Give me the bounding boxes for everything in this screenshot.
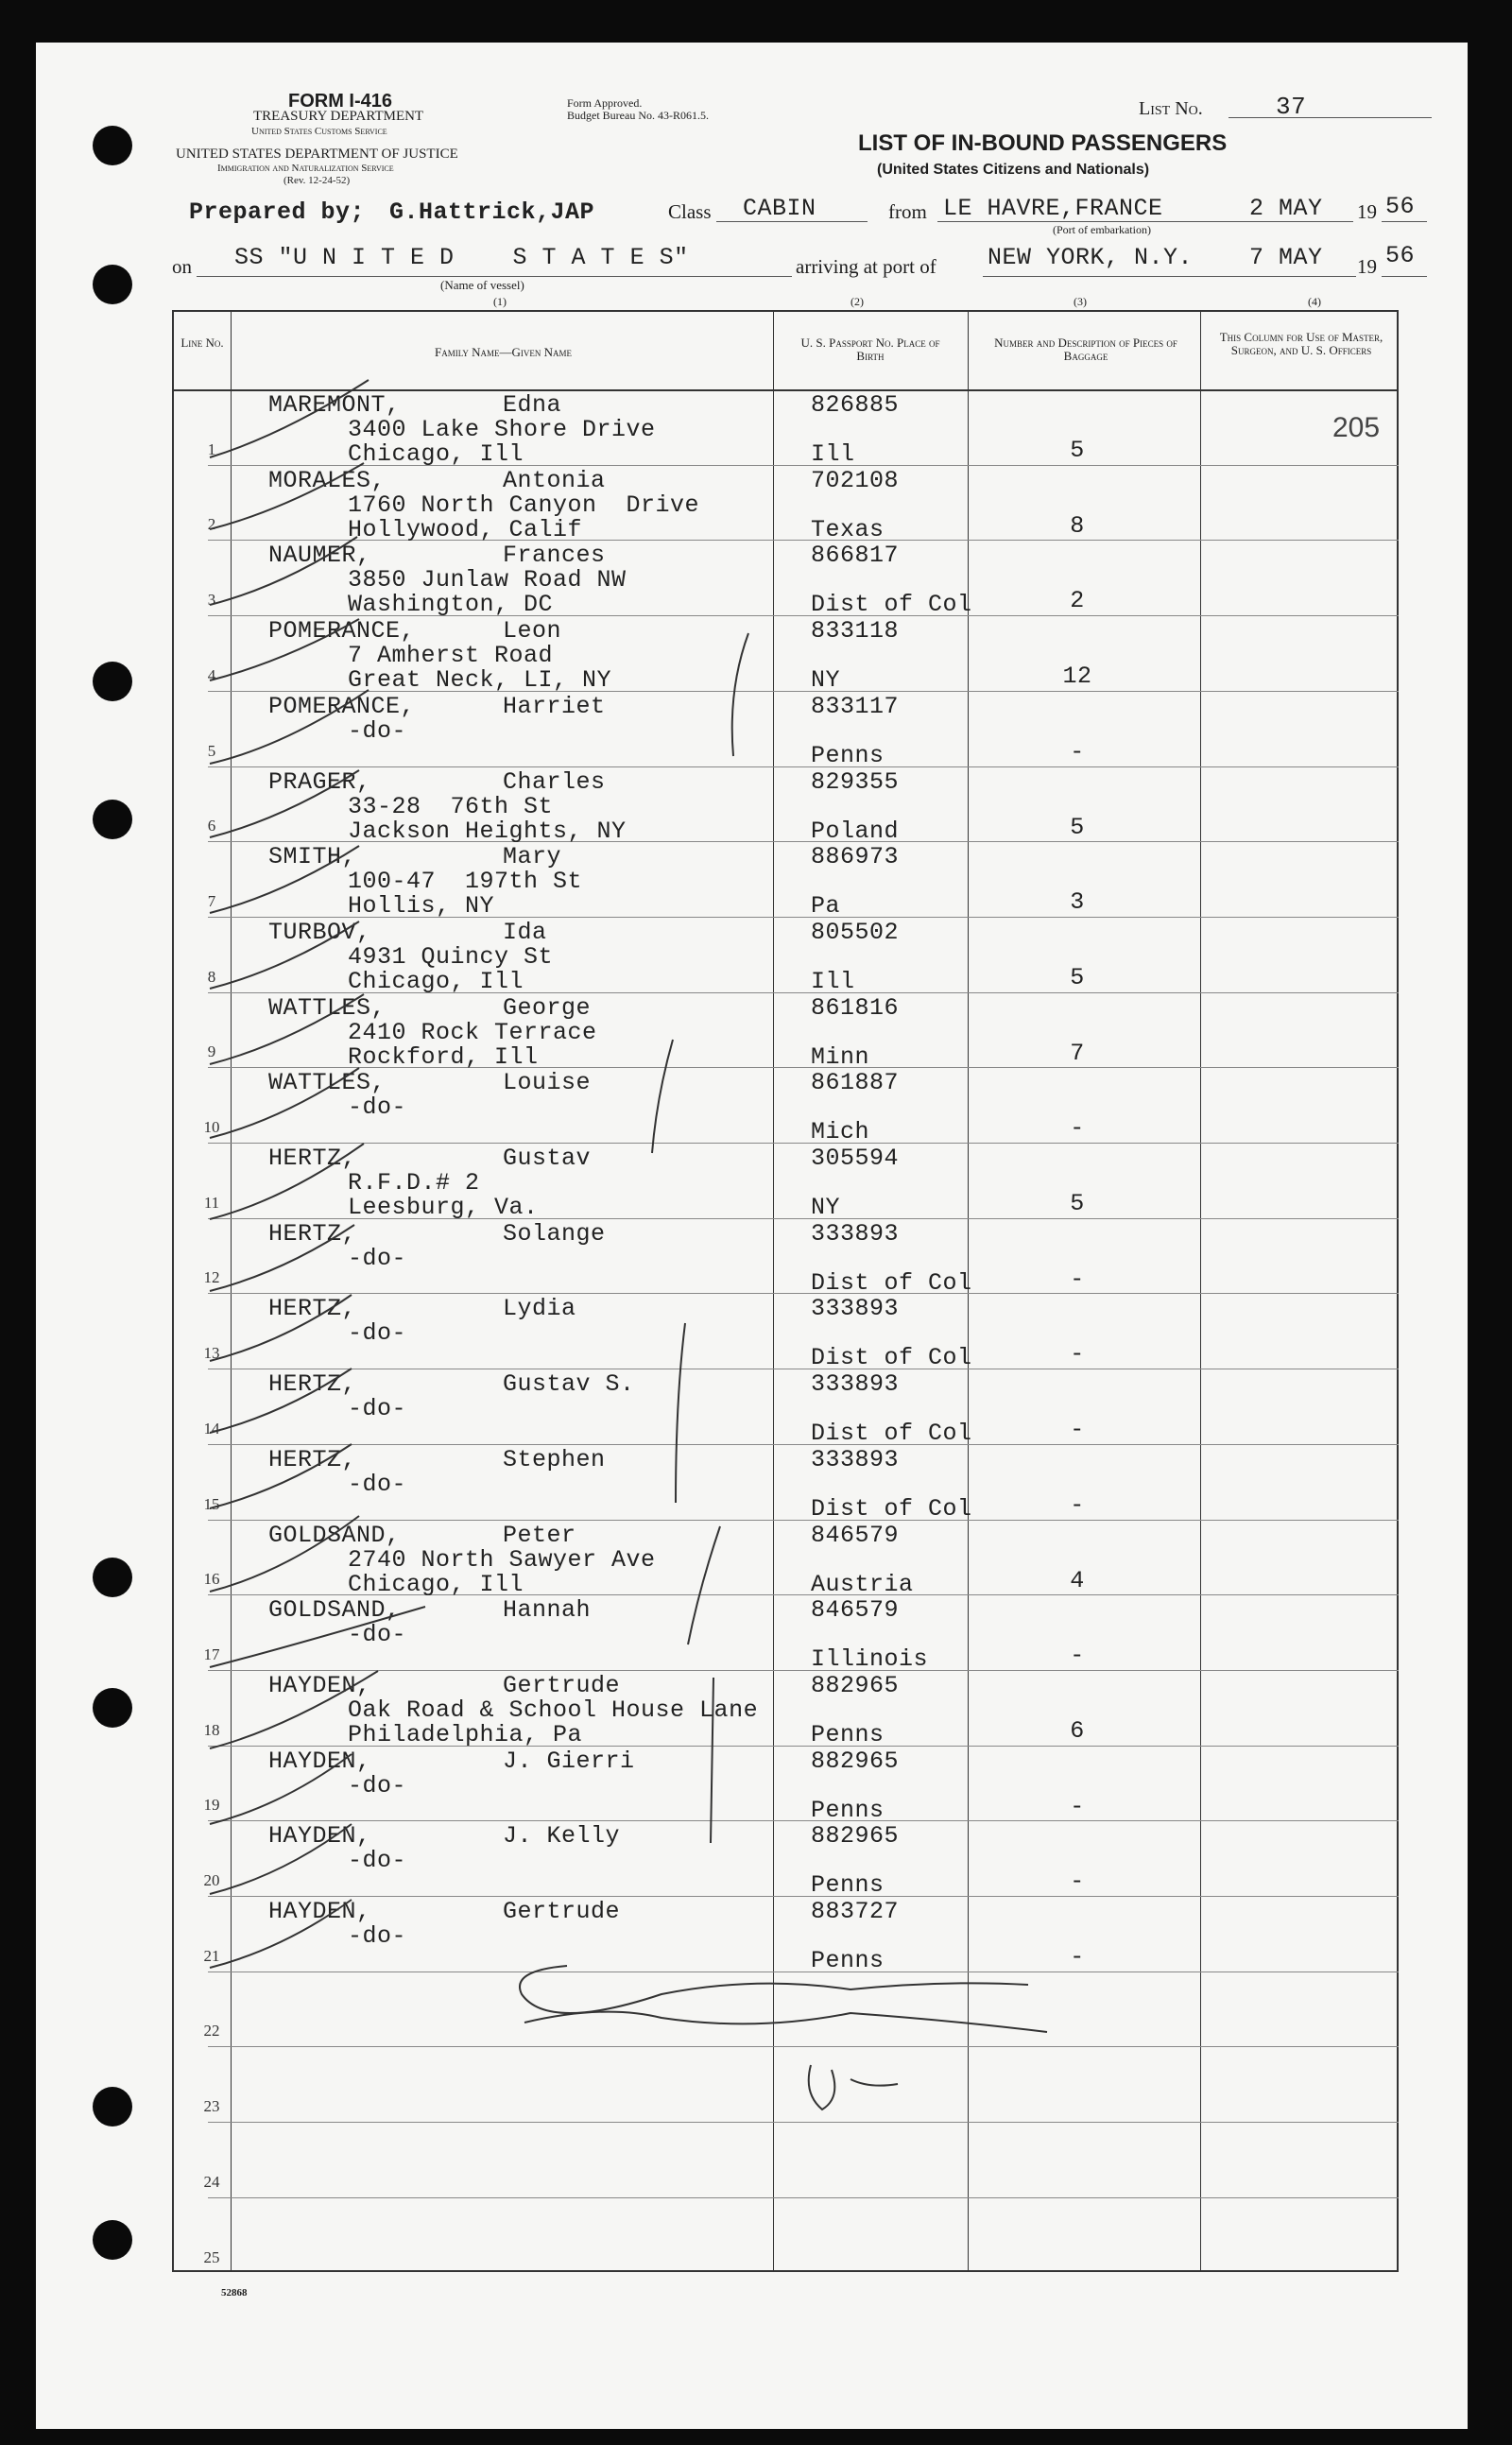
- place-of-birth: Minn: [811, 1042, 870, 1071]
- depart-date: 2 MAY: [1249, 195, 1323, 222]
- passenger-family-name: HERTZ,: [268, 1219, 357, 1248]
- passenger-family-name: MORALES,: [268, 466, 387, 494]
- line-number: 10: [203, 1118, 220, 1136]
- on-label: on: [172, 255, 192, 278]
- vessel-caption: (Name of vessel): [440, 278, 524, 292]
- vessel-name: SS "U N I T E D S T A T E S": [234, 244, 689, 271]
- place-of-birth: Austria: [811, 1570, 914, 1598]
- baggage-count: 5: [1070, 813, 1085, 841]
- passenger-family-name: HAYDEN,: [268, 1822, 371, 1851]
- passenger-address-line1: -do-: [348, 1244, 407, 1272]
- baggage-count: -: [1070, 1792, 1085, 1820]
- line-number: 12: [203, 1268, 220, 1287]
- depart-year: 56: [1385, 193, 1416, 220]
- passenger-address-line1: -do-: [348, 1621, 407, 1649]
- line-number: 4: [207, 665, 216, 684]
- passenger-address-line1: 100-47 197th St: [348, 868, 583, 896]
- passenger-address-line2: Jackson Heights, NY: [348, 817, 627, 845]
- col-num-2: (2): [850, 295, 864, 308]
- place-of-birth: Dist of Col: [811, 1344, 972, 1372]
- baggage-count: -: [1070, 1642, 1085, 1670]
- baggage-count: 6: [1070, 1716, 1085, 1745]
- line-number: 19: [203, 1796, 220, 1815]
- prepared-by: G.Hattrick,JAP: [389, 198, 595, 226]
- passport-number: 833118: [811, 617, 900, 646]
- passenger-address-line1: 4931 Quincy St: [348, 942, 554, 971]
- list-no-label: List No.: [1139, 98, 1203, 119]
- passenger-given-name: J. Gierri: [503, 1747, 635, 1775]
- place-of-birth: NY: [811, 1194, 841, 1221]
- passenger-address-line2: Chicago, Ill: [348, 440, 524, 468]
- passenger-given-name: J. Kelly: [503, 1822, 621, 1851]
- form-approved: Form Approved.: [567, 96, 643, 110]
- line-number: 16: [203, 1570, 220, 1589]
- passenger-family-name: HAYDEN,: [268, 1671, 371, 1699]
- passenger-given-name: Gustav: [503, 1145, 592, 1172]
- baggage-count: 8: [1070, 511, 1085, 540]
- column-header-line-no: Line No.: [180, 336, 224, 350]
- passenger-address-line2: Washington, DC: [348, 591, 554, 619]
- passenger-given-name: Charles: [503, 767, 606, 796]
- place-of-birth: Ill: [811, 440, 855, 468]
- passenger-address-line1: -do-: [348, 1395, 407, 1423]
- passenger-given-name: Mary: [503, 843, 562, 871]
- passenger-given-name: Ida: [503, 918, 547, 946]
- line-number: 22: [203, 2022, 220, 2040]
- class-label: Class: [668, 200, 712, 223]
- place-of-birth: Penns: [811, 1871, 885, 1900]
- passport-number: 829355: [811, 767, 900, 796]
- line-number: 21: [203, 1946, 220, 1965]
- passenger-address-line2: Chicago, Ill: [348, 1570, 524, 1598]
- passenger-family-name: SMITH,: [268, 843, 357, 871]
- passenger-family-name: MAREMONT,: [268, 391, 401, 419]
- passport-number: 333893: [811, 1219, 900, 1248]
- line-number: 14: [203, 1419, 220, 1438]
- arrive-year: 56: [1385, 242, 1416, 269]
- prepared-label: Prepared by;: [189, 198, 366, 226]
- passenger-address-line1: Oak Road & School House Lane: [348, 1696, 759, 1724]
- passenger-address-line1: -do-: [348, 1771, 407, 1799]
- col-num-1: (1): [493, 295, 507, 308]
- passenger-family-name: GOLDSAND,: [268, 1596, 401, 1625]
- arrive-year-prefix: 19: [1357, 255, 1377, 278]
- place-of-birth: Penns: [811, 1720, 885, 1748]
- passenger-given-name: George: [503, 993, 592, 1022]
- document-title: LIST OF IN-BOUND PASSENGERS: [858, 130, 1228, 156]
- baggage-count: -: [1070, 1943, 1085, 1971]
- budget-bureau: Budget Bureau No. 43-R061.5.: [567, 109, 709, 122]
- place-of-birth: Mich: [811, 1118, 870, 1146]
- passenger-given-name: Hannah: [503, 1596, 592, 1625]
- baggage-count: 5: [1070, 437, 1085, 464]
- line-number: 5: [207, 741, 216, 760]
- baggage-count: -: [1070, 1114, 1085, 1143]
- passenger-family-name: PRAGER,: [268, 767, 371, 796]
- depart-year-prefix: 19: [1357, 200, 1377, 223]
- passenger-address-line1: 3400 Lake Shore Drive: [348, 416, 656, 443]
- place-of-birth: Penns: [811, 741, 885, 769]
- passenger-given-name: Louise: [503, 1069, 592, 1097]
- passenger-family-name: HERTZ,: [268, 1370, 357, 1399]
- line-number: 20: [203, 1871, 220, 1889]
- passenger-address-line2: Rockford, Ill: [348, 1042, 539, 1071]
- passport-number: 333893: [811, 1445, 900, 1473]
- column-header-passport: U. S. Passport No. Place of Birth: [800, 336, 940, 363]
- passenger-family-name: POMERANCE,: [268, 692, 416, 720]
- passenger-given-name: Harriet: [503, 692, 606, 720]
- passport-number: 861887: [811, 1069, 900, 1097]
- baggage-count: 4: [1070, 1566, 1085, 1594]
- baggage-count: 12: [1062, 663, 1092, 691]
- passenger-address-line2: Hollywood, Calif: [348, 515, 583, 543]
- document-subtitle: (United States Citizens and Nationals): [877, 162, 1150, 178]
- passenger-family-name: HERTZ,: [268, 1145, 357, 1172]
- place-of-birth: Penns: [811, 1947, 885, 1974]
- port-arrival: NEW YORK, N.Y.: [988, 244, 1194, 271]
- form-number: FORM I-416: [288, 91, 393, 112]
- line-number: 24: [203, 2172, 220, 2191]
- baggage-count: -: [1070, 1416, 1085, 1444]
- passport-number: 882965: [811, 1822, 900, 1851]
- line-number: 17: [203, 1644, 220, 1663]
- passenger-address-line1: 33-28 76th St: [348, 792, 554, 820]
- line-number: 1: [207, 439, 216, 458]
- place-of-birth: Texas: [811, 515, 885, 543]
- baggage-count: -: [1070, 1265, 1085, 1293]
- passenger-address-line1: 3850 Junlaw Road NW: [348, 566, 627, 594]
- page-code: 52868: [221, 2287, 248, 2299]
- col-num-3: (3): [1074, 295, 1087, 308]
- passenger-address-line1: -do-: [348, 1319, 407, 1348]
- passenger-address-line2: Chicago, Ill: [348, 967, 524, 995]
- line-number: 6: [207, 817, 216, 835]
- dept-treasury: TREASURY DEPARTMENT: [253, 109, 424, 124]
- passenger-family-name: POMERANCE,: [268, 617, 416, 646]
- line-number: 8: [207, 967, 216, 986]
- passenger-given-name: Frances: [503, 542, 606, 570]
- passenger-address-line1: -do-: [348, 1470, 407, 1498]
- arrive-date: 7 MAY: [1249, 244, 1323, 271]
- passenger-family-name: HAYDEN,: [268, 1898, 371, 1925]
- passenger-given-name: Gertrude: [503, 1898, 621, 1925]
- baggage-count: -: [1070, 1490, 1085, 1519]
- passenger-address-line1: 2410 Rock Terrace: [348, 1018, 597, 1046]
- passenger-given-name: Solange: [503, 1219, 606, 1248]
- customs-service: United States Customs Service: [251, 126, 387, 137]
- passenger-given-name: Gustav S.: [503, 1370, 635, 1399]
- revision: (Rev. 12-24-52): [284, 175, 351, 186]
- passport-number: 826885: [811, 391, 900, 419]
- passenger-given-name: Edna: [503, 391, 562, 419]
- passport-number: 886973: [811, 843, 900, 871]
- passenger-address-line1: 1760 North Canyon Drive: [348, 491, 700, 519]
- col-num-4: (4): [1308, 295, 1321, 308]
- class-value: CABIN: [743, 195, 816, 222]
- place-of-birth: Ill: [811, 967, 855, 995]
- passenger-given-name: Peter: [503, 1521, 576, 1549]
- passenger-address-line1: -do-: [348, 1847, 407, 1875]
- line-number: 2: [207, 515, 216, 534]
- passenger-address-line1: R.F.D.# 2: [348, 1169, 480, 1197]
- arriving-label: arriving at port of: [796, 255, 936, 278]
- passport-number: 333893: [811, 1370, 900, 1399]
- passenger-given-name: Leon: [503, 617, 562, 646]
- baggage-count: -: [1070, 1868, 1085, 1896]
- passport-number: 882965: [811, 1671, 900, 1699]
- dept-justice: UNITED STATES DEPARTMENT OF JUSTICE: [176, 146, 458, 162]
- baggage-count: -: [1070, 1340, 1085, 1369]
- baggage-count: -: [1070, 737, 1085, 766]
- passport-number: 333893: [811, 1295, 900, 1323]
- passenger-given-name: Antonia: [503, 466, 606, 494]
- line-number: 7: [207, 891, 216, 910]
- passport-number: 882965: [811, 1747, 900, 1775]
- line-number: 3: [207, 591, 216, 610]
- baggage-count: 5: [1070, 963, 1085, 991]
- baggage-count: 2: [1070, 587, 1085, 615]
- place-of-birth: Dist of Col: [811, 1268, 972, 1297]
- passenger-address-line2: Philadelphia, Pa: [348, 1720, 583, 1748]
- passenger-address-line2: Great Neck, LI, NY: [348, 666, 612, 695]
- passenger-address-line1: 7 Amherst Road: [348, 642, 554, 670]
- passenger-family-name: WATTLES,: [268, 993, 387, 1022]
- port-embarkation-caption: (Port of embarkation): [1053, 223, 1151, 236]
- port-embarkation: LE HAVRE,FRANCE: [943, 195, 1163, 222]
- passport-number: 846579: [811, 1521, 900, 1549]
- passenger-family-name: NAUMER,: [268, 542, 371, 570]
- line-number: 25: [203, 2247, 220, 2266]
- passport-number: 305594: [811, 1145, 900, 1172]
- officer-note: 205: [1332, 412, 1381, 443]
- line-number: 15: [203, 1494, 220, 1513]
- line-number: 13: [203, 1344, 220, 1363]
- place-of-birth: Dist of Col: [811, 1420, 972, 1448]
- place-of-birth: Illinois: [811, 1645, 929, 1674]
- line-number: 9: [207, 1042, 216, 1061]
- column-header-name: Family Name—Given Name: [435, 345, 572, 359]
- passenger-given-name: Lydia: [503, 1295, 576, 1323]
- passport-number: 866817: [811, 542, 900, 570]
- passenger-given-name: Stephen: [503, 1445, 606, 1473]
- passenger-address-line1: -do-: [348, 1922, 407, 1950]
- passport-number: 805502: [811, 918, 900, 946]
- passenger-family-name: HAYDEN,: [268, 1747, 371, 1775]
- passenger-address-line2: Leesburg, Va.: [348, 1194, 539, 1221]
- passport-number: 702108: [811, 466, 900, 494]
- line-number: 11: [203, 1193, 220, 1212]
- place-of-birth: Poland: [811, 817, 900, 845]
- passenger-address-line1: 2740 North Sawyer Ave: [348, 1545, 656, 1574]
- place-of-birth: Penns: [811, 1796, 885, 1824]
- passenger-family-name: HERTZ,: [268, 1445, 357, 1473]
- passport-number: 883727: [811, 1898, 900, 1925]
- passenger-family-name: HERTZ,: [268, 1295, 357, 1323]
- baggage-count: 5: [1070, 1190, 1085, 1217]
- passenger-address-line2: Hollis, NY: [348, 892, 495, 921]
- baggage-count: 7: [1070, 1039, 1085, 1067]
- line-number: 18: [203, 1720, 220, 1739]
- list-no-value: 37: [1276, 93, 1307, 121]
- place-of-birth: Dist of Col: [811, 591, 972, 619]
- immigration-service: Immigration and Naturalization Service: [217, 163, 394, 174]
- column-header-officers: This Column for Use of Master, Surgeon, and U. S. Officers: [1219, 330, 1383, 357]
- place-of-birth: Pa: [811, 892, 841, 921]
- column-header-baggage: Number and Description of Pieces of Baggage: [994, 336, 1177, 363]
- passenger-family-name: WATTLES,: [268, 1069, 387, 1097]
- passenger-address-line1: -do-: [348, 716, 407, 745]
- passenger-family-name: GOLDSAND,: [268, 1521, 401, 1549]
- passenger-given-name: Gertrude: [503, 1671, 621, 1699]
- baggage-count: 3: [1070, 888, 1085, 917]
- passport-number: 861816: [811, 993, 900, 1022]
- place-of-birth: Dist of Col: [811, 1494, 972, 1523]
- passport-number: 846579: [811, 1596, 900, 1625]
- from-label: from: [888, 200, 927, 223]
- line-number: 23: [203, 2097, 220, 2116]
- passport-number: 833117: [811, 692, 900, 720]
- passenger-family-name: TURBOV,: [268, 918, 371, 946]
- passenger-address-line1: -do-: [348, 1093, 407, 1122]
- place-of-birth: NY: [811, 666, 841, 695]
